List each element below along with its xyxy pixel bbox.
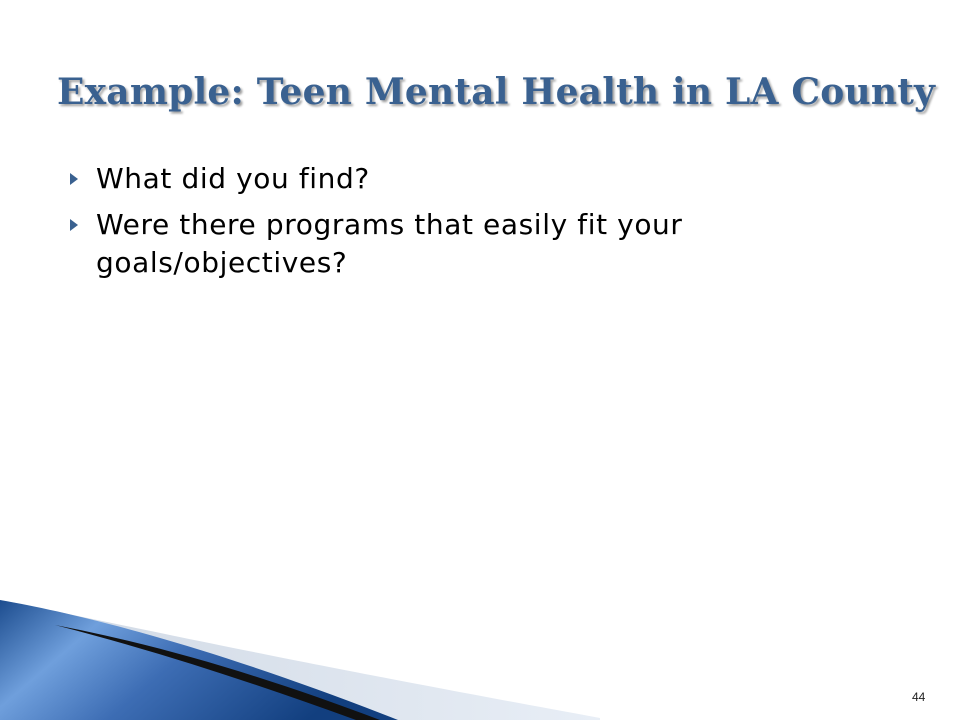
bullet-text: What did you find? bbox=[96, 162, 370, 195]
triangle-bullet-icon bbox=[70, 219, 78, 231]
slide-title: Example: Teen Mental Health in LA County bbox=[57, 71, 936, 113]
bullet-text: Were there programs that easily fit your goals/objectives? bbox=[96, 208, 683, 279]
bullet-item bbox=[70, 206, 830, 282]
triangle-bullet-icon bbox=[70, 173, 78, 185]
bullet-list bbox=[70, 160, 830, 290]
bullet-item bbox=[70, 160, 830, 198]
corner-wave-decoration bbox=[0, 600, 600, 720]
page-number: 44 bbox=[912, 690, 926, 704]
